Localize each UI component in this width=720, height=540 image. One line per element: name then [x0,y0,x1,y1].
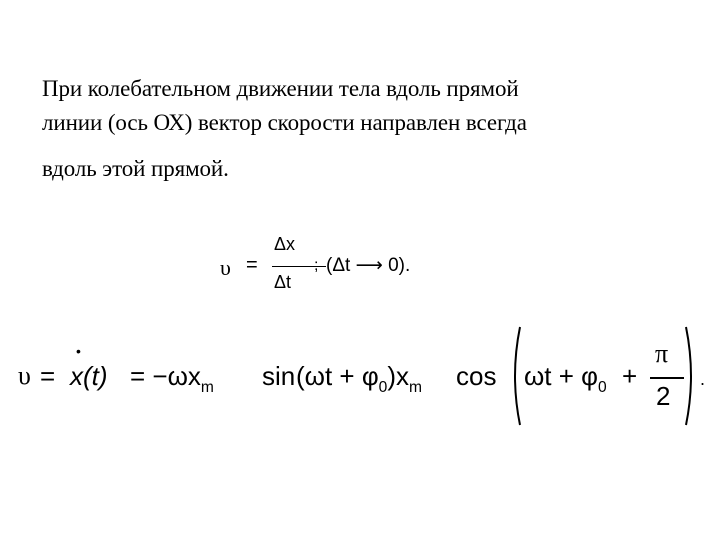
sin-arg-text: (ωt + φ [296,361,379,391]
plus-sign: + [622,361,638,391]
equals-sign: = [40,361,56,391]
amplitude-term [130,361,214,397]
two-denominator: 2 [656,381,671,411]
derivative-term: x(t) [70,361,108,391]
left-big-paren [508,325,522,427]
cos-argument [524,361,607,397]
equals-sign: = [246,254,258,276]
cos-arg-text: ωt + φ [524,361,599,391]
paragraph-line-3: вдоль этой прямой. [42,156,229,181]
subscript-0: 0 [598,379,607,397]
paragraph-line-2: линии (ось ОХ) вектор скорости направлен всегда [42,110,527,135]
body-paragraph [42,72,682,186]
right-big-paren [684,325,698,427]
sin-function: sin [262,361,296,391]
derivative-dot: • [76,343,81,359]
close-paren-x: )x [387,361,410,391]
velocity-symbol: υ [18,361,31,390]
velocity-symbol: υ [220,255,231,280]
pi-fraction-bar [650,377,684,379]
subscript-m: m [200,379,214,397]
harmonic-velocity-formula [0,325,720,435]
velocity-definition-formula [220,232,480,302]
cos-function: cos [456,361,497,391]
fraction-denominator: Δt [274,272,292,292]
minus-omega-x: = −ωx [130,361,201,391]
limit-condition: (Δt ⟶ 0). [326,255,411,276]
sin-argument [296,361,423,397]
end-period: . [700,369,706,389]
paragraph-line-1: При колебательном движении тела вдоль прямой [42,76,519,101]
subscript-m: m [409,379,423,397]
subscript-0: 0 [378,379,388,397]
fraction-numerator: Δx [274,234,296,254]
pi-numerator: π [655,339,669,368]
separator: ; [314,257,319,274]
